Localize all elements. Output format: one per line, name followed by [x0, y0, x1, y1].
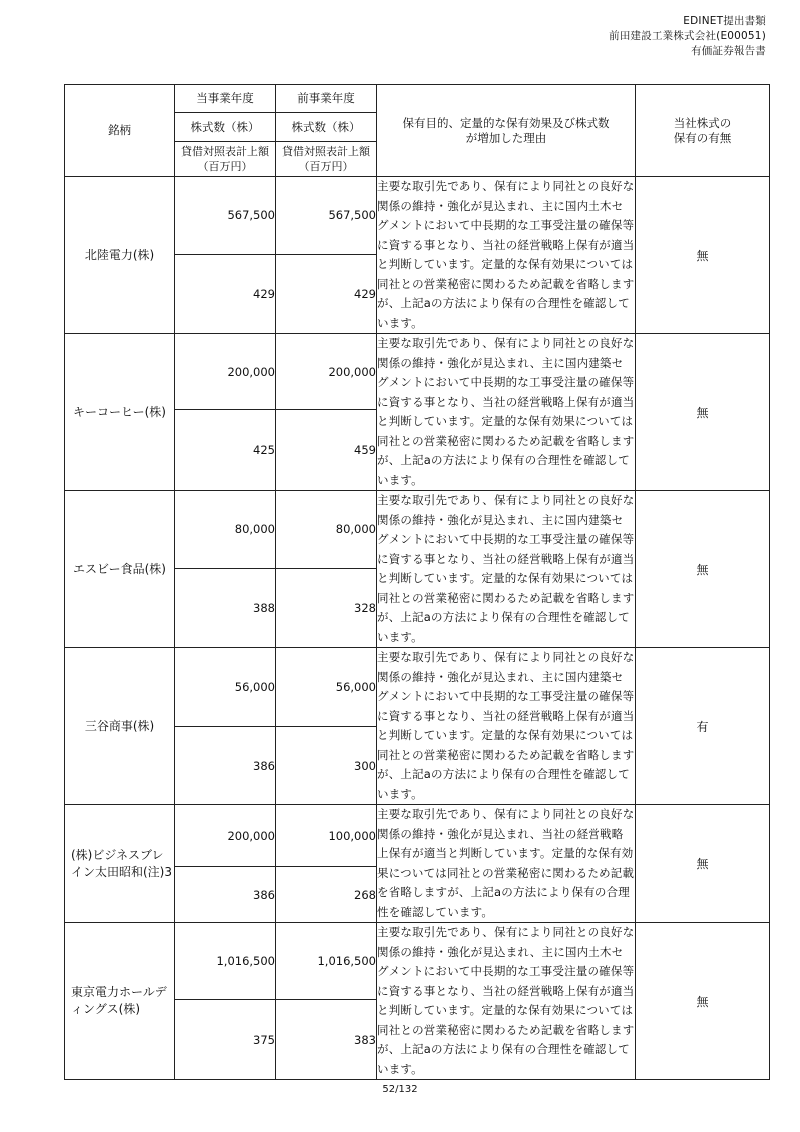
shares-current: 567,500	[175, 177, 276, 255]
shares-previous: 1,016,500	[276, 923, 377, 1000]
header-previous-year: 前事業年度	[276, 85, 377, 113]
value-current: 375	[175, 1000, 276, 1080]
cross-holding-status: 有	[636, 648, 770, 805]
cross-holding-status: 無	[636, 805, 770, 923]
shares-current: 80,000	[175, 491, 276, 569]
header-value-current: 貸借対照表計上額（百万円）	[175, 142, 276, 177]
cross-holding-status: 無	[636, 334, 770, 491]
shares-current: 200,000	[175, 334, 276, 410]
shares-previous: 200,000	[276, 334, 377, 410]
table-row	[65, 805, 770, 867]
company-name: 前田建設工業株式会社(E00051)	[609, 30, 766, 42]
value-current: 429	[175, 254, 276, 333]
edinet-label: EDINET提出書類	[683, 15, 766, 27]
table-row	[65, 491, 770, 569]
shares-current: 1,016,500	[175, 923, 276, 1000]
value-previous: 328	[276, 568, 377, 647]
cross-holding-status: 無	[636, 177, 770, 334]
value-previous: 459	[276, 410, 377, 491]
stock-name: (株)ビジネスブレイン太田昭和(注)3	[65, 805, 175, 923]
value-current: 386	[175, 867, 276, 923]
header-shares-current: 株式数（株）	[175, 113, 276, 142]
stock-name: 三谷商事(株)	[65, 648, 175, 805]
shares-previous: 100,000	[276, 805, 377, 867]
value-previous: 300	[276, 727, 377, 805]
holding-purpose: 主要な取引先であり、保有により同社との良好な関係の維持・強化が見込まれ、当社の経営戦略上保有が適当と判断しています。定量的な保有効果については同社との営業秘密に関わるため記載を省略しますが、上記aの方法により保有の合理性を確認しています。	[377, 805, 636, 923]
page-number: 52/132	[382, 1084, 418, 1095]
header-shares-previous: 株式数（株）	[276, 113, 377, 142]
report-type: 有価証券報告書	[691, 45, 766, 57]
stock-name: キーコーヒー(株)	[65, 334, 175, 491]
header-current-year: 当事業年度	[175, 85, 276, 113]
shareholding-table	[64, 84, 770, 1080]
holding-purpose: 主要な取引先であり、保有により同社との良好な関係の維持・強化が見込まれ、主に国内土木セグメントにおいて中長期的な工事受注量の確保等に資する事となり、当社の経営戦略上保有が適当と判断しています。定量的な保有効果については同社との営業秘密に関わるため記載を省略しますが、上記aの方法により保有の合理性を確認しています。	[377, 923, 636, 1080]
shares-previous: 56,000	[276, 648, 377, 727]
shares-previous: 567,500	[276, 177, 377, 255]
document-header	[609, 14, 766, 59]
table-row	[65, 334, 770, 410]
stock-name: エスビー食品(株)	[65, 491, 175, 648]
shares-current: 200,000	[175, 805, 276, 867]
table-row	[65, 923, 770, 1000]
holding-purpose: 主要な取引先であり、保有により同社との良好な関係の維持・強化が見込まれ、主に国内建築セグメントにおいて中長期的な工事受注量の確保等に資する事となり、当社の経営戦略上保有が適当と判断しています。定量的な保有効果については同社との営業秘密に関わるため記載を省略しますが、上記aの方法により保有の合理性を確認しています。	[377, 648, 636, 805]
value-previous: 268	[276, 867, 377, 923]
holding-purpose: 主要な取引先であり、保有により同社との良好な関係の維持・強化が見込まれ、主に国内建築セグメントにおいて中長期的な工事受注量の確保等に資する事となり、当社の経営戦略上保有が適当と判断しています。定量的な保有効果については同社との営業秘密に関わるため記載を省略しますが、上記aの方法により保有の合理性を確認しています。	[377, 334, 636, 491]
table-row	[65, 648, 770, 727]
value-current: 386	[175, 727, 276, 805]
header-value-previous: 貸借対照表計上額（百万円）	[276, 142, 377, 177]
value-previous: 429	[276, 254, 377, 333]
header-purpose: 保有目的、定量的な保有効果及び株式数が増加した理由	[377, 85, 636, 177]
shares-current: 56,000	[175, 648, 276, 727]
table-row	[65, 177, 770, 255]
cross-holding-status: 無	[636, 923, 770, 1080]
stock-name: 北陸電力(株)	[65, 177, 175, 334]
value-previous: 383	[276, 1000, 377, 1080]
value-current: 388	[175, 568, 276, 647]
header-cross-holding: 当社株式の保有の有無	[636, 85, 770, 177]
holding-purpose: 主要な取引先であり、保有により同社との良好な関係の維持・強化が見込まれ、主に国内建築セグメントにおいて中長期的な工事受注量の確保等に資する事となり、当社の経営戦略上保有が適当と判断しています。定量的な保有効果については同社との営業秘密に関わるため記載を省略しますが、上記aの方法により保有の合理性を確認しています。	[377, 491, 636, 648]
cross-holding-status: 無	[636, 491, 770, 648]
stock-name: 東京電力ホールディングス(株)	[65, 923, 175, 1080]
value-current: 425	[175, 410, 276, 491]
holding-purpose: 主要な取引先であり、保有により同社との良好な関係の維持・強化が見込まれ、主に国内土木セグメントにおいて中長期的な工事受注量の確保等に資する事となり、当社の経営戦略上保有が適当と判断しています。定量的な保有効果については同社との営業秘密に関わるため記載を省略しますが、上記aの方法により保有の合理性を確認しています。	[377, 177, 636, 334]
header-name: 銘柄	[65, 85, 175, 177]
shares-previous: 80,000	[276, 491, 377, 569]
